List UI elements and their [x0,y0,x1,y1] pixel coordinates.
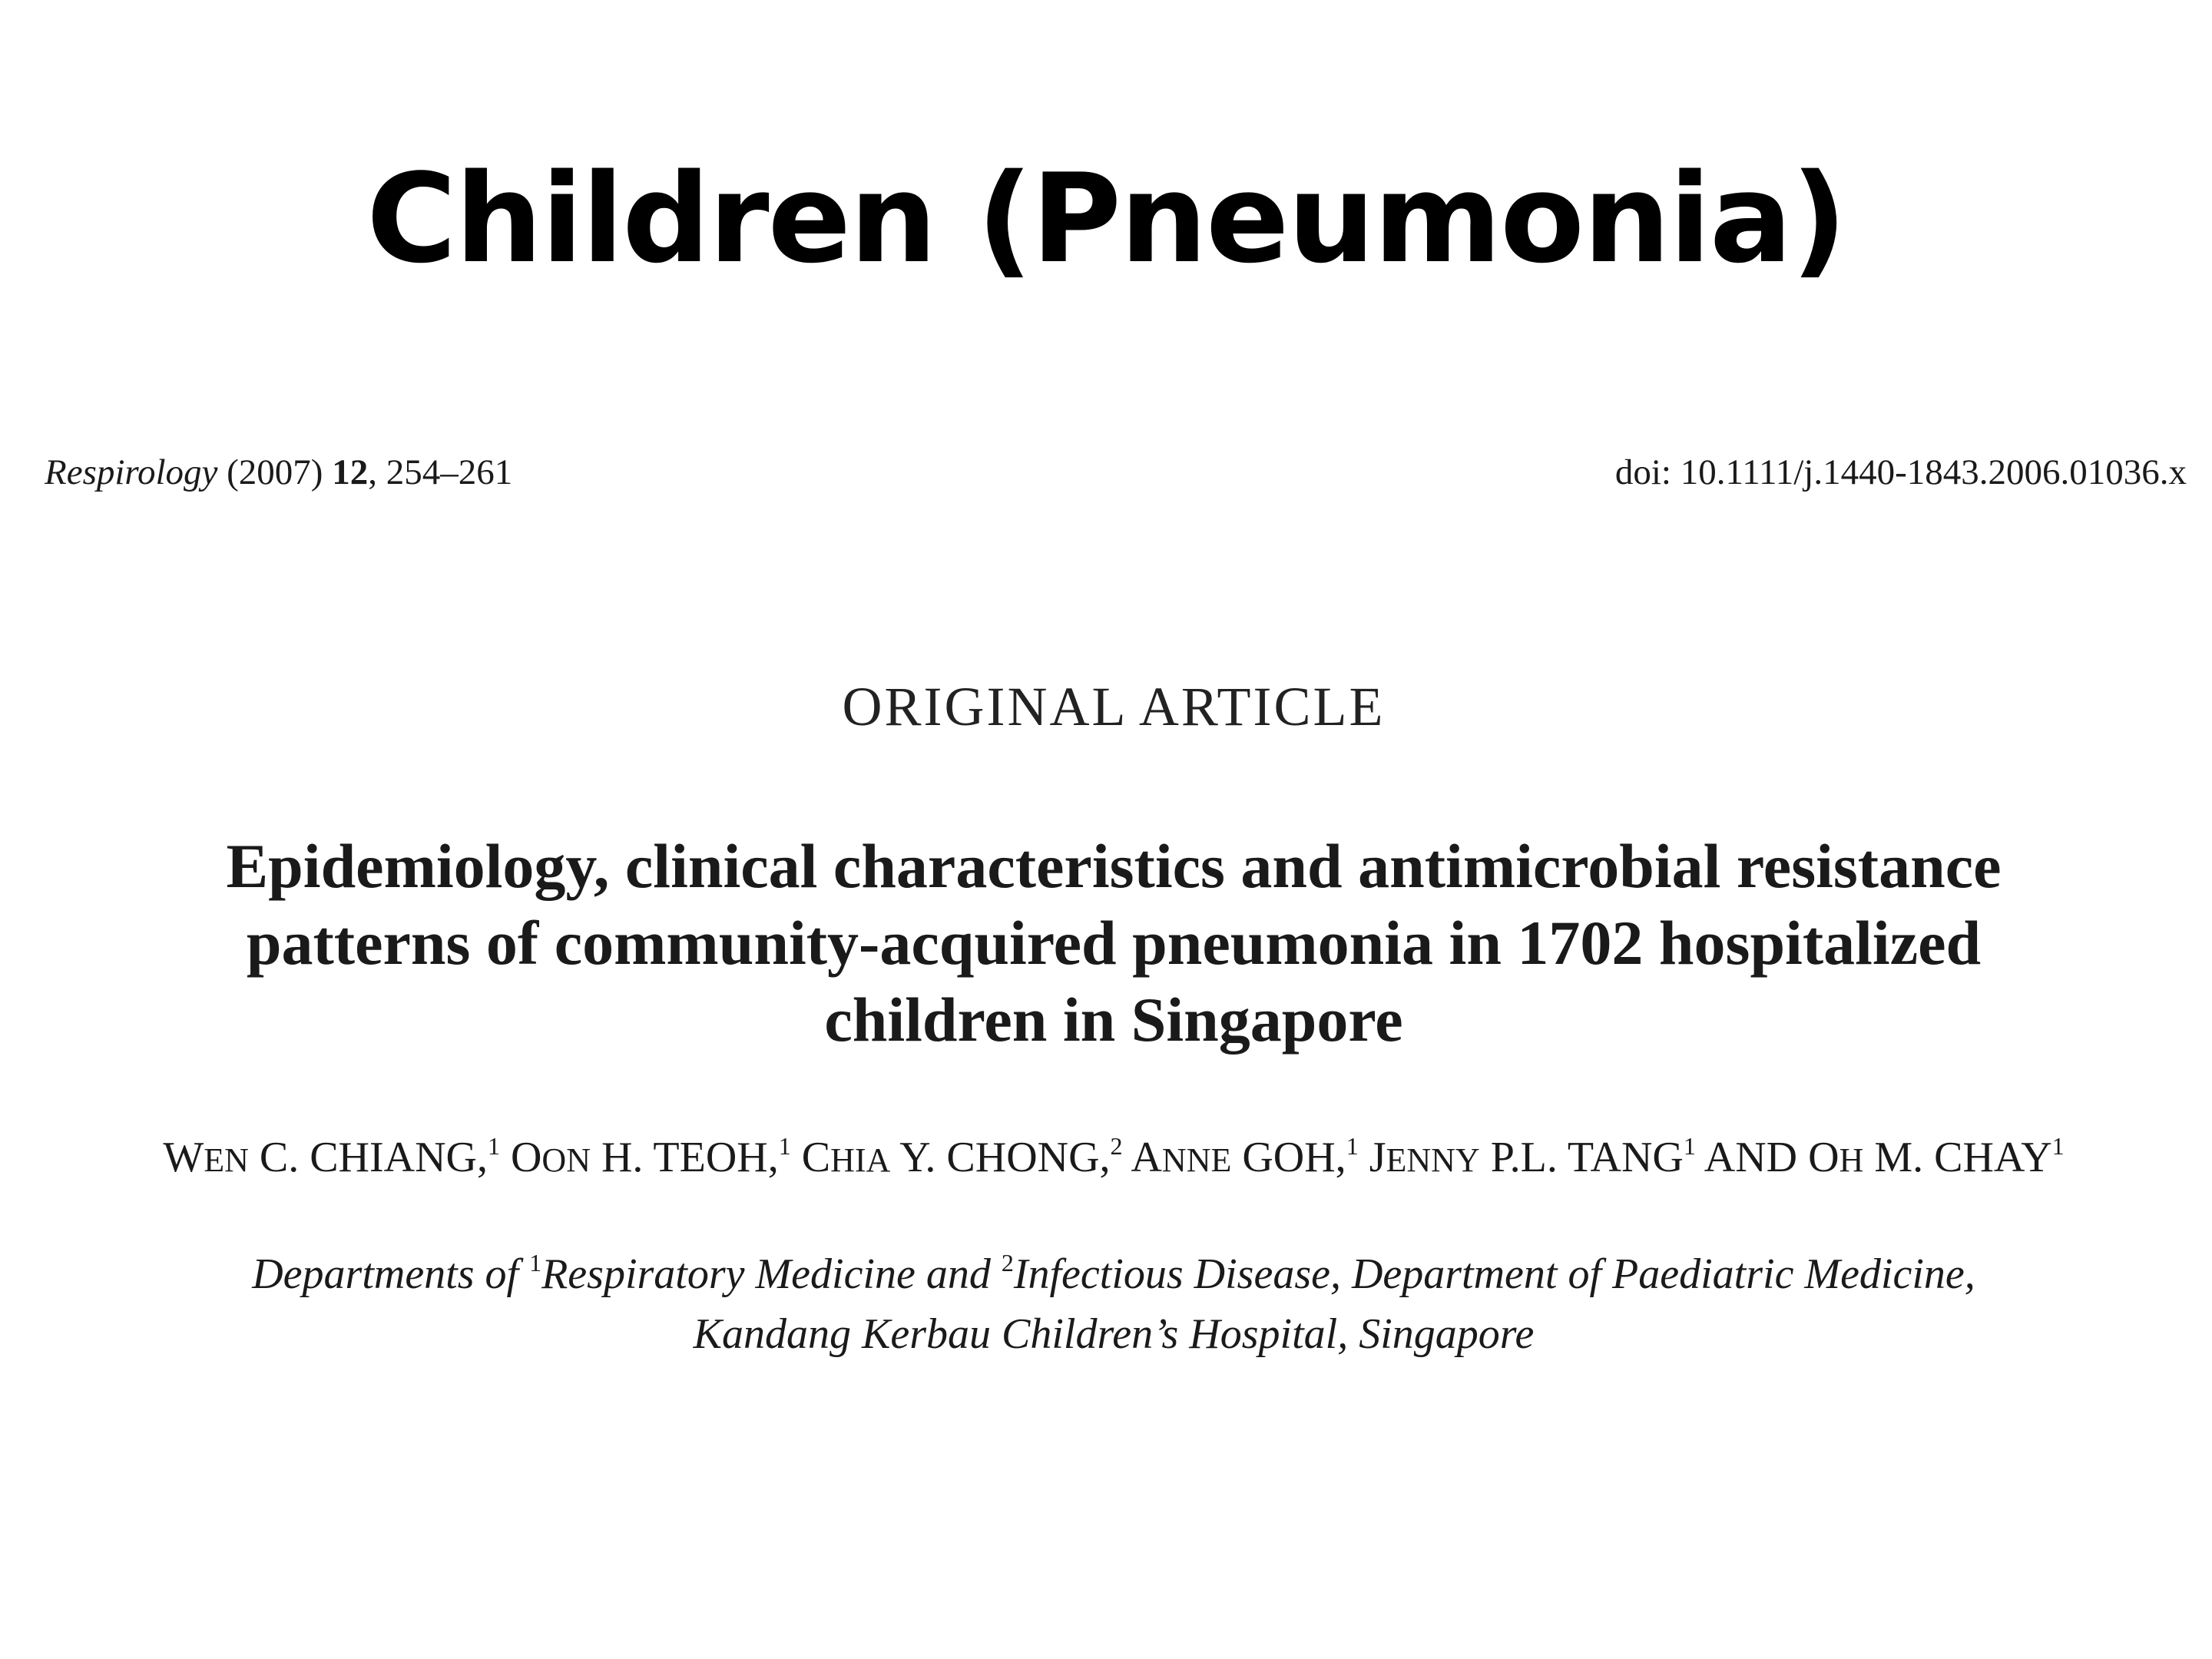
journal-citation [45,449,512,495]
affiliation-marker: 2 [1001,1249,1014,1277]
article-title-line: children in Singapore [824,985,1403,1055]
affiliation-line: Departments of $^1$Respiratory Medicine and $^2$Infectious Disease, Department of Paediatric Medicine, [252,1249,1975,1298]
author: JENNY P.L. TANG$^1$ [1369,1132,1696,1181]
author: ANNE GOH,$^1$ [1131,1132,1359,1181]
doi: doi: 10.1111/j.1440-1843.2006.01036.x [1614,452,2187,492]
affiliation-marker: 1 [1683,1132,1696,1160]
journal-name: Respirology [45,452,218,492]
affiliation-marker: 1 [487,1132,500,1160]
slide-title: Children (Pneumonia) [366,147,1846,290]
affiliation-marker: 1 [778,1132,791,1160]
journal-pages: , 254–261 [368,452,513,492]
affiliation-marker: 1 [529,1249,542,1277]
affiliation-marker: 2 [1110,1132,1123,1160]
article-title-line: Epidemiology, clinical characteristics and antimicrobial resistance [226,831,2002,901]
article-title [46,828,2181,1058]
affiliation-marker: 1 [1346,1132,1359,1160]
affiliation-line: Kandang Kerbau Children’s Hospital, Singapore [693,1310,1535,1358]
journal-volume: 12 [332,452,369,492]
author: CHIA Y. CHONG,$^2$ [801,1132,1123,1181]
author: OON H. TEOH,$^1$ [510,1132,791,1181]
author: OH M. CHAY$^1$ [1808,1132,2065,1181]
author: WEN C. CHIANG,$^1$ [163,1132,500,1181]
author-list: WEN C. CHIANG,$^1$ OON H. TEOH,$^1$ CHIA Y. CHONG,$^2$ ANNE GOH,$^1$ JENNY P.L. TANG$^1$ AND OH M. CHAY$^1$ [163,1132,2065,1181]
affiliation [46,1244,2181,1364]
journal-year: (2007) [217,452,333,492]
affiliation-marker: 1 [2051,1132,2065,1160]
article-title-line: patterns of community-acquired pneumonia in 1702 hospitalized [246,908,1982,978]
article-type: ORIGINAL ARTICLE [842,676,1386,737]
